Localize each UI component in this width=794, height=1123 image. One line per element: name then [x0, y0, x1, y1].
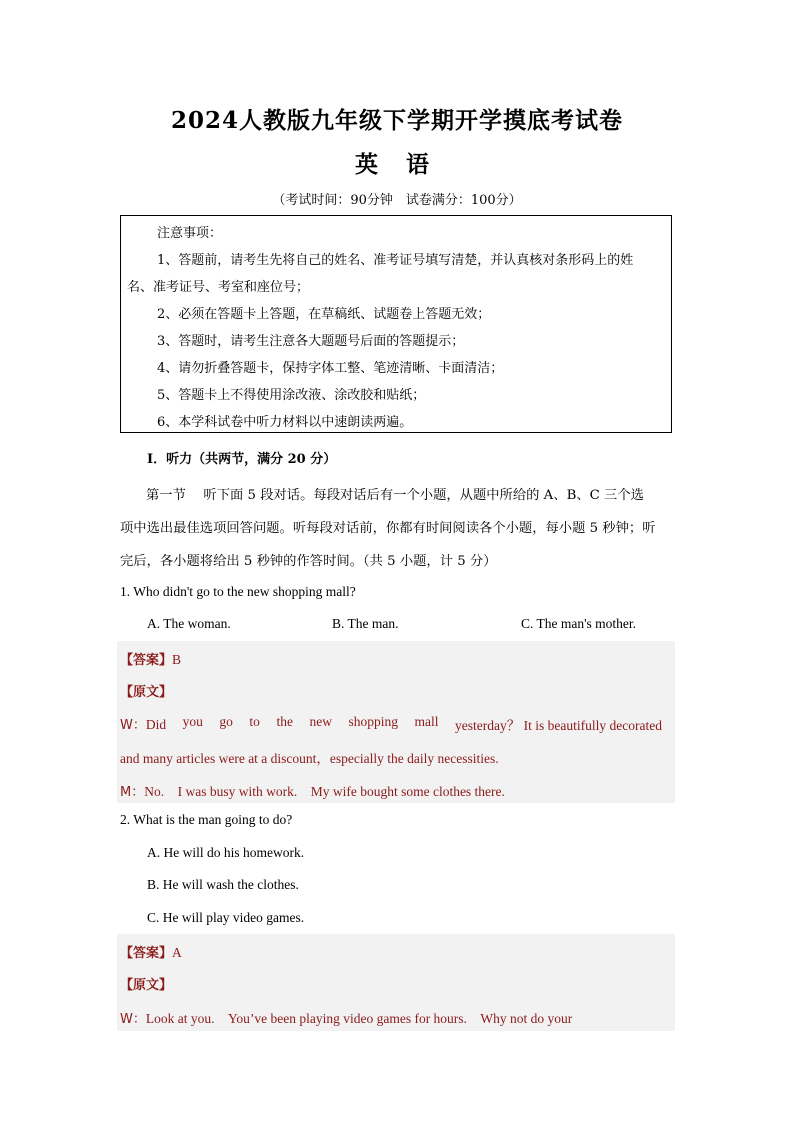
q2-stem: 2. What is the man going to do?: [120, 812, 293, 827]
q2-answer-line: [120, 942, 182, 961]
section-heading: I．听力（共两节，满分 20 分）: [147, 452, 337, 467]
q1-w-word: go: [219, 714, 233, 729]
section-instructions: [120, 479, 676, 578]
q2-w-tag: W：: [120, 1012, 146, 1027]
notice-item-5: 5、答题卡上不得使用涂改液、涂改胶和贴纸；: [157, 388, 426, 403]
q1-answer-value: B: [172, 652, 182, 667]
notice-item-1a: 1、答题前，请考生先将自己的姓名、准考证号填写清楚，并认真核对条形码上的姓: [157, 253, 634, 268]
q2-answer-value: A: [172, 945, 182, 960]
q1-m-text: No. I was busy with work. My wife bought some clothes there.: [144, 784, 505, 799]
notice-box: [120, 215, 672, 433]
q2-w-text: Look at you. You’ve been playing video games for hours. Why not do your: [145, 1011, 573, 1026]
q2-answer-block: [117, 934, 675, 1031]
q1-w-word: the: [276, 714, 293, 729]
exam-title: 2024人教版九年级下学期开学摸底考试卷: [170, 107, 623, 134]
notice-item-1b: 名、准考证号、考室和座位号；: [127, 280, 310, 295]
q1-option-c: C. The man's mother.: [521, 616, 637, 631]
q1-w-word: new: [309, 714, 332, 729]
instructions-line-2: 项中选出最佳选项回答问题。听每段对话前，你都有时间阅读各个小题，每小题 5 秒钟；听: [120, 521, 656, 536]
subject-title: 英 语: [354, 151, 439, 178]
instructions-line-3: 完后，各小题将给出 5 秒钟的作答时间。（共 5 小题，计 5 分）: [120, 554, 497, 569]
q1-w-word: yesterday？ It is beautifully decorated: [455, 718, 662, 733]
notice-item-4: 4、请勿折叠答题卡，保持字体工整、笔迹清晰、卡面清洁；: [157, 361, 504, 376]
q1-w-line-2: and many articles were at a discount，especially the daily necessities.: [120, 751, 499, 766]
q1-w-word: to: [249, 714, 260, 729]
q2-w-line: [120, 1007, 572, 1027]
q2-option-b: B. He will wash the clothes.: [147, 877, 299, 892]
q1-w-words: [120, 714, 662, 734]
q1-w-word: mall: [414, 714, 439, 729]
notice-heading: 注意事项：: [157, 226, 223, 241]
q1-w-word: shopping: [348, 714, 398, 729]
q1-w-word: you: [182, 714, 203, 729]
q1-stem: 1. Who didn't go to the new shopping mall?: [120, 584, 356, 599]
q1-w-line: [120, 714, 662, 734]
q2-option-a: A. He will do his homework.: [147, 845, 305, 860]
q1-script-line: [120, 681, 172, 700]
instructions-line-1: 第一节 听下面 5 段对话。每段对话后有一个小题，从题中所给的 A、B、C 三个选: [146, 488, 644, 503]
exam-info: （考试时间：90分钟 试卷满分：100分）: [272, 193, 522, 208]
q1-w-tag: W：: [120, 718, 146, 733]
q2-script-line: [120, 974, 172, 993]
q2-option-c: C. He will play video games.: [147, 910, 305, 925]
q1-m-line: [120, 780, 505, 800]
q1-script-tag: 【原文】: [120, 685, 173, 700]
q2-answer-tag: 【答案】: [120, 946, 173, 961]
q1-w-word: Did: [145, 717, 167, 732]
notice-item-2: 2、必须在答题卡上答题，在草稿纸、试题卷上答题无效；: [157, 307, 491, 322]
q1-answer-block: [117, 641, 675, 803]
q1-answer-line: [120, 649, 181, 668]
notice-item-6: 6、本学科试卷中听力材料以中速朗读两遍。: [157, 415, 413, 430]
q2-script-tag: 【原文】: [120, 978, 173, 993]
q1-m-tag: M：: [120, 785, 145, 800]
q1-answer-tag: 【答案】: [120, 653, 173, 668]
q1-option-a: A. The woman.: [147, 616, 231, 631]
notice-item-3: 3、答题时，请考生注意各大题题号后面的答题提示；: [157, 334, 465, 349]
q1-option-b: B. The man.: [332, 616, 399, 631]
